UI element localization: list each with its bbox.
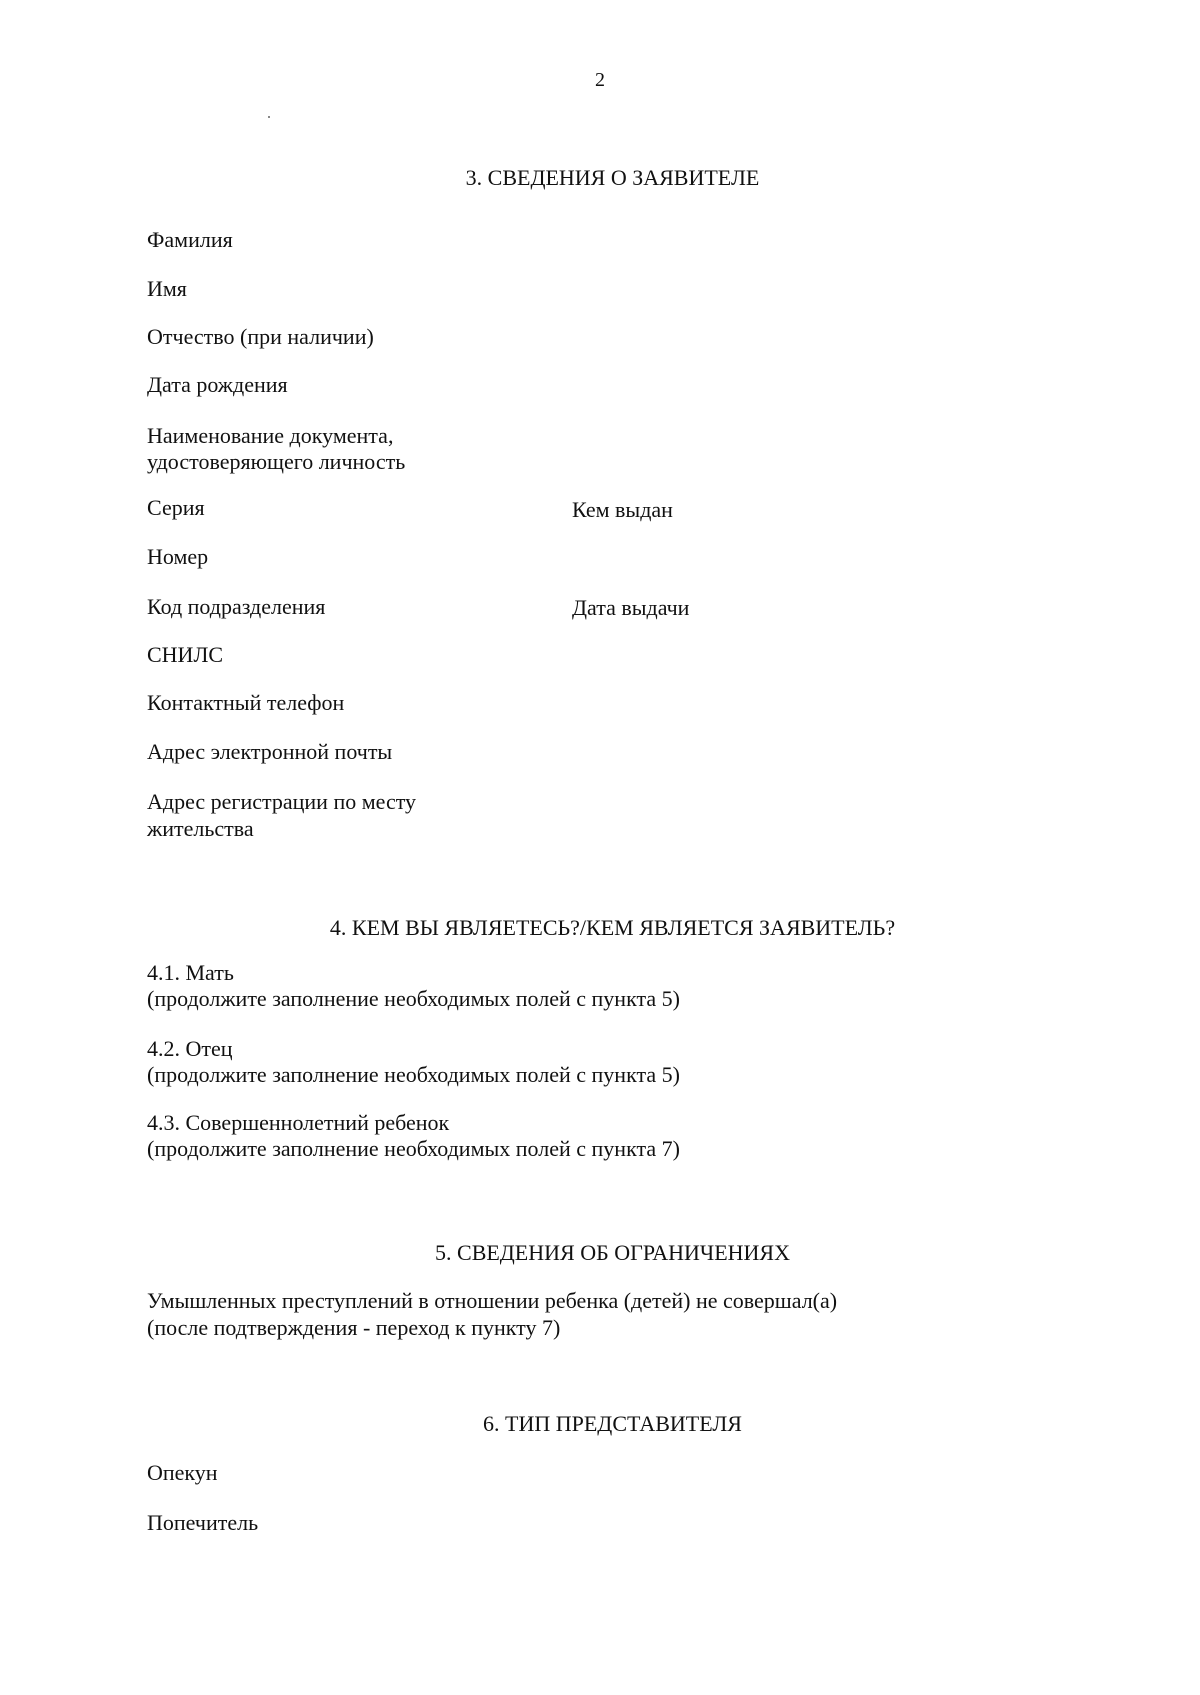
field-name-label: Имя — [147, 276, 187, 301]
field-address-label-line2: жительства — [147, 816, 254, 841]
option-mother-label: 4.1. Мать — [147, 960, 234, 985]
field-email-label: Адрес электронной почты — [147, 739, 393, 764]
section-6-heading: 6. ТИП ПРЕДСТАВИТЕЛЯ — [483, 1411, 742, 1436]
section-3-heading: 3. СВЕДЕНИЯ О ЗАЯВИТЕЛЕ — [465, 165, 760, 190]
scan-speck — [268, 116, 270, 118]
page-number: 2 — [595, 69, 605, 91]
field-division-code-label: Код подразделения — [147, 594, 326, 619]
field-patronymic-label: Отчество (при наличии) — [147, 324, 374, 349]
representative-trustee: Попечитель — [147, 1510, 259, 1535]
option-father-label: 4.2. Отец — [147, 1036, 233, 1061]
field-address-label-line1: Адрес регистрации по месту — [147, 789, 417, 814]
field-series-label: Серия — [147, 495, 205, 520]
field-number-label: Номер — [147, 544, 209, 569]
field-birth-date-label: Дата рождения — [147, 372, 288, 397]
field-id-document-label-line2: удостоверяющего личность — [147, 449, 406, 474]
option-mother-note: (продолжите заполнение необходимых полей с пункта 5) — [147, 986, 680, 1011]
restrictions-statement: Умышленных преступлений в отношении ребенка (детей) не совершал(а) — [147, 1288, 838, 1313]
field-issued-by-label: Кем выдан — [572, 497, 673, 522]
section-5-heading: 5. СВЕДЕНИЯ ОБ ОГРАНИЧЕНИЯХ — [435, 1240, 790, 1265]
field-id-document-label-line1: Наименование документа, — [147, 423, 394, 448]
field-issue-date-label: Дата выдачи — [572, 595, 690, 620]
field-snils-label: СНИЛС — [147, 642, 224, 667]
representative-guardian: Опекун — [147, 1460, 218, 1485]
option-adult-child-note: (продолжите заполнение необходимых полей с пункта 7) — [147, 1136, 680, 1161]
section-4-heading: 4. КЕМ ВЫ ЯВЛЯЕТЕСЬ?/КЕМ ЯВЛЯЕТСЯ ЗАЯВИТЕЛЬ? — [329, 915, 896, 940]
option-father-note: (продолжите заполнение необходимых полей с пункта 5) — [147, 1062, 680, 1087]
field-surname-label: Фамилия — [147, 227, 233, 252]
field-phone-label: Контактный телефон — [147, 690, 345, 715]
option-adult-child-label: 4.3. Совершеннолетний ребенок — [147, 1110, 450, 1135]
restrictions-note: (после подтверждения - переход к пункту 7) — [147, 1315, 561, 1340]
